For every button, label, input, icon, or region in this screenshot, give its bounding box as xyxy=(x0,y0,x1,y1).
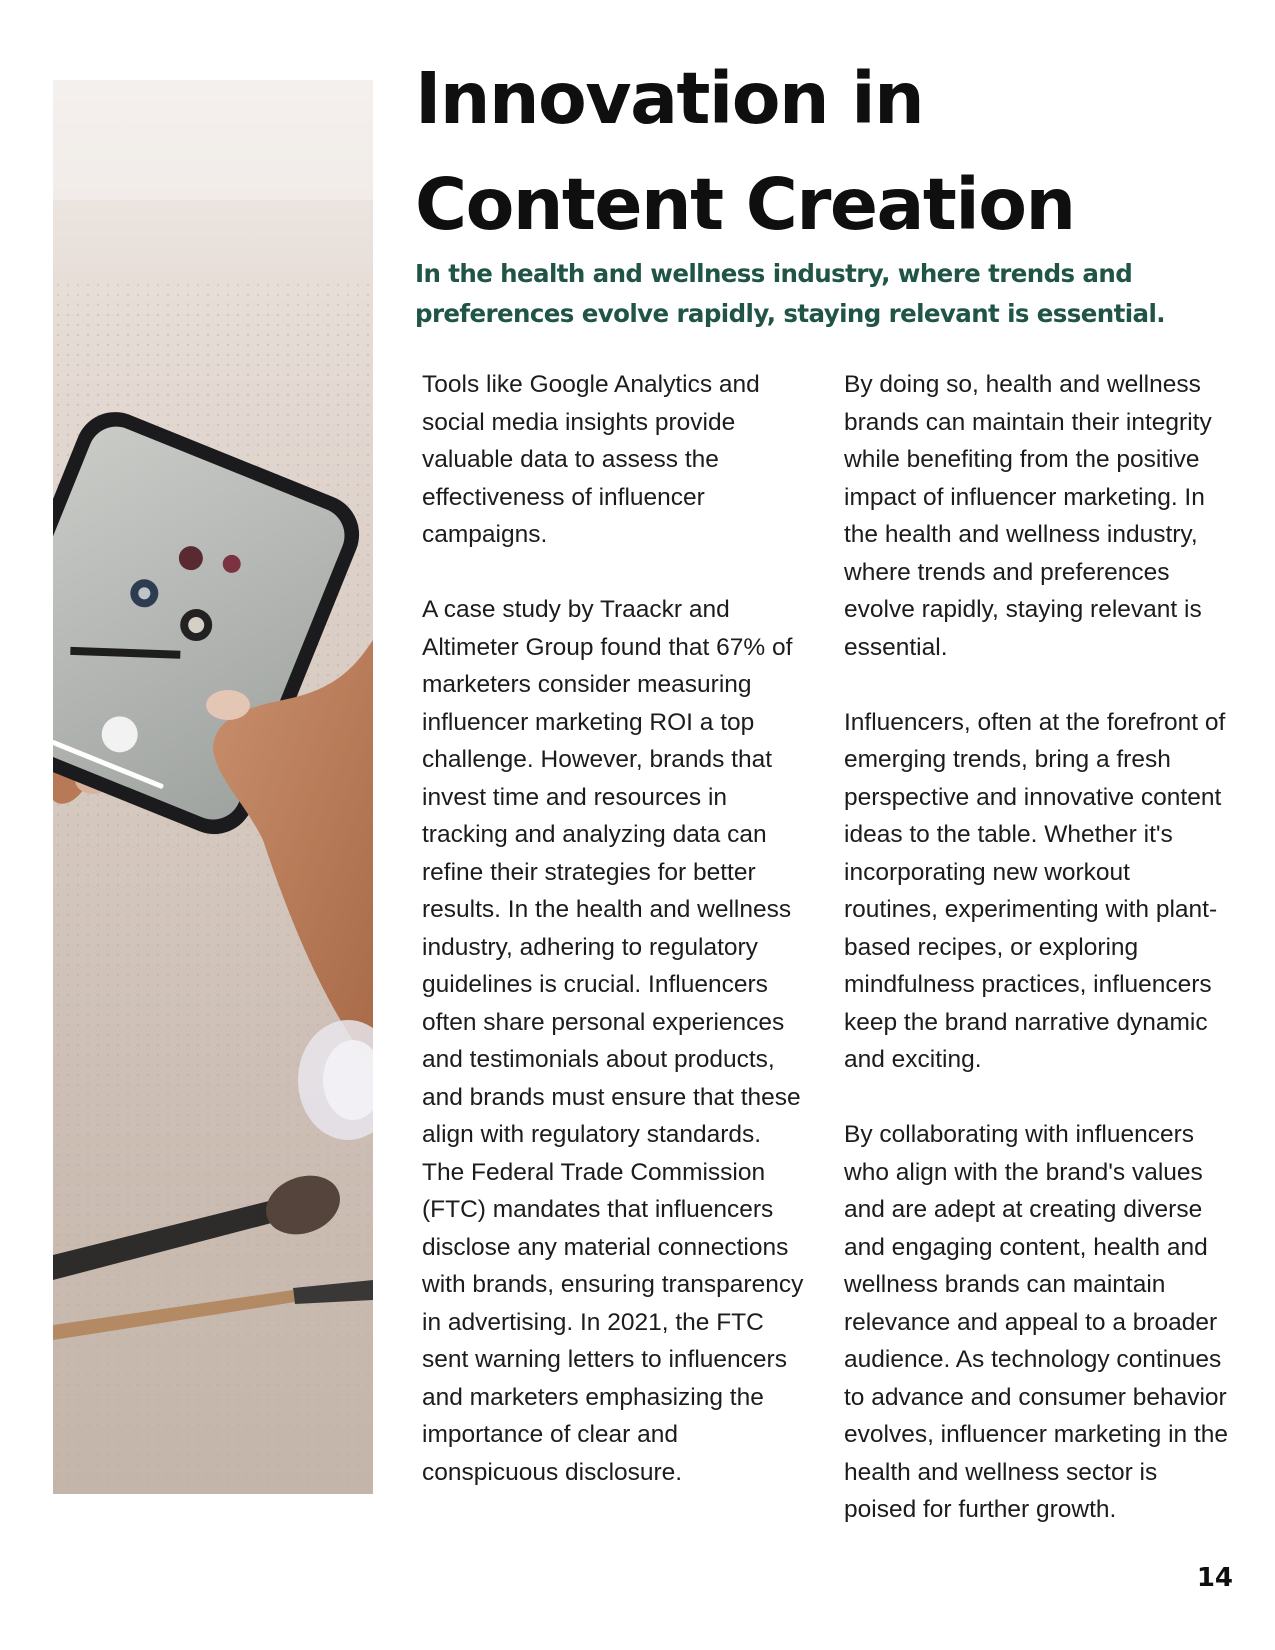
photo-illustration xyxy=(53,80,373,1494)
paragraph: By collaborating with influencers who align with the brand's values and are adept at creating diverse and engaging content, health and wellness brands can maintain relevance and appeal to a broader audience. As technology continues to advance and consumer behavior evolves, influencer marketing in the health and wellness sector is poised for further growth. xyxy=(844,1121,1229,1523)
body-column-right xyxy=(844,366,1229,1529)
page-title: Innovation in Content Creation xyxy=(415,57,1075,246)
hands-smartphone-photo xyxy=(53,80,373,1494)
body-column-left xyxy=(422,366,807,1491)
paragraph: A case study by Traackr and Altimeter Group found that 67% of marketers consider measuring influencer marketing ROI a top challenge. However, brands that invest time and resources in tracking and analyzing data can refine their strategies for better results. In the health and wellness industry, adhering to regulatory guidelines is crucial. Influencers often share personal experiences and testimonials about products, and brands must ensure that these align with regulatory standards. The Federal Trade Commission (FTC) mandates that influencers disclose any material connections with brands, ensuring transparency in advertising. In 2021, the FTC sent warning letters to influencers and marketers emphasizing the importance of clear and conspicuous disclosure. xyxy=(422,596,804,1486)
paragraph: By doing so, health and wellness brands can maintain their integrity while benefiting from the positive impact of influencer marketing. In the health and wellness industry, where trends and preferences evolve rapidly, staying relevant is essential. xyxy=(844,371,1212,661)
paragraph: Influencers, often at the forefront of emerging trends, bring a fresh perspective and innovative content ideas to the table. Whether it's incorporating new workout routines, experimenting with plant-based recipes, or exploring mindfulness practices, influencers keep the brand narrative dynamic and exciting. xyxy=(844,708,1226,1073)
page-number: 14 xyxy=(1196,1563,1233,1593)
paragraph: Tools like Google Analytics and social media insights provide valuable data to assess the effectiveness of influencer campaigns. xyxy=(422,371,760,548)
page-subtitle: In the health and wellness industry, where trends and preferences evolve rapidly, staying relevant is essential. xyxy=(415,259,1165,328)
